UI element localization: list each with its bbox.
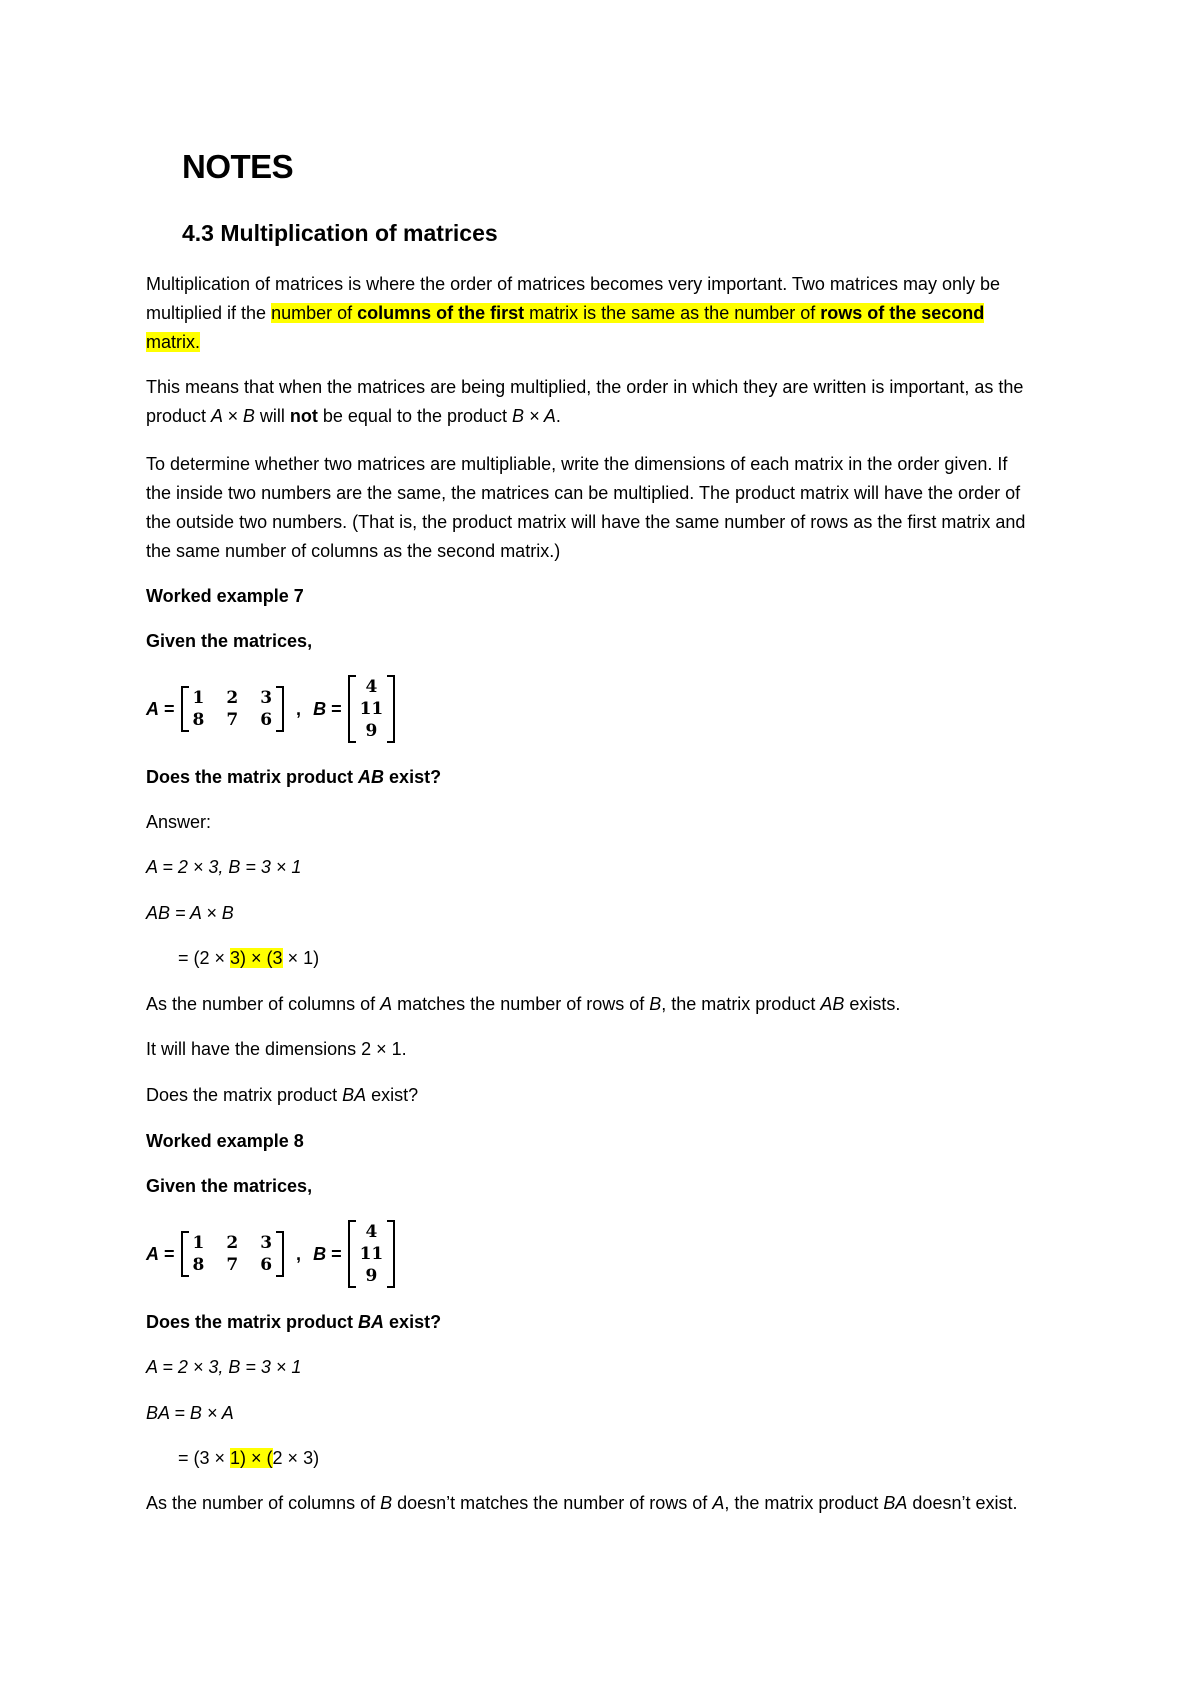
ex8-matrices <box>146 1220 401 1288</box>
ex7-question-text: Does the matrix product <box>146 767 359 787</box>
highlight-rows-second: rows of the second <box>820 303 985 323</box>
paragraph-intro <box>146 270 1026 357</box>
ex7-matrices <box>146 675 401 743</box>
ex8-matrix-a <box>181 1231 285 1277</box>
order-text: This means that when the matrices are being multiplied, the order in which they are written is important, as the product <box>146 377 1024 426</box>
ex8-question-ba: BA <box>358 1312 385 1332</box>
ex7-concl-AB: AB <box>820 994 845 1014</box>
matrix-cell: 7 <box>226 1255 239 1275</box>
ex8-b-equals: = <box>326 1243 342 1264</box>
ex8-matrix-a-label <box>146 1244 175 1265</box>
product-ba: B × A <box>512 406 556 426</box>
ex7-product: AB = A × B <box>146 903 234 923</box>
ex7-a-equals: = <box>159 698 175 719</box>
ex7-concl-d: exists. <box>844 994 901 1014</box>
ex8-matrix-b-label <box>313 1244 342 1265</box>
matrix-cell: 2 <box>226 688 239 708</box>
ex8-conclusion <box>146 1489 1026 1518</box>
ex8-step-a: = (3 × <box>178 1448 231 1468</box>
ex8-a-letter: A <box>146 1243 159 1264</box>
matrix-cell: 3 <box>260 1233 273 1253</box>
ex8-concl-BA: BA <box>883 1493 908 1513</box>
matrix-cell: 6 <box>260 1255 273 1275</box>
ex7-b-letter: B <box>313 698 327 719</box>
ex7-matrix-b-label <box>313 699 342 720</box>
ex8-matrix-b <box>348 1220 396 1288</box>
ex7-concl-A: A <box>380 994 393 1014</box>
highlight-number-of: number of <box>271 303 358 323</box>
ex7-conclusion <box>146 994 900 1015</box>
ex7-matrix-b-cells <box>356 675 388 743</box>
ex7-matrix-a-label <box>146 699 175 720</box>
ex7-ba-q-ba: BA <box>342 1085 367 1105</box>
ex7-step <box>178 948 319 969</box>
ex7-comma: , <box>296 698 302 719</box>
ex8-step <box>178 1448 319 1469</box>
bracket-right <box>387 1220 395 1288</box>
ex7-ba-q-c: exist? <box>366 1085 419 1105</box>
matrix-cell: 1 <box>192 1233 205 1253</box>
product-ab: A × B <box>211 406 255 426</box>
intro-text: Multiplication of matrices is where the order of matrices becomes very important. Two matrices may only be multiplied if the <box>146 274 1000 323</box>
ex8-dimensions: A = 2 × 3, B = 3 × 1 <box>146 1357 302 1377</box>
ex8-given: Given the matrices, <box>146 1176 313 1196</box>
order-text-3: be equal to the product <box>317 406 513 426</box>
bracket-left <box>181 1231 189 1277</box>
matrix-cell: 6 <box>260 710 273 730</box>
ex7-matrix-a <box>181 686 285 732</box>
ex7-concl-a: As the number of columns of <box>146 994 381 1014</box>
ex8-concl-b: doesn’t matches the number of rows of <box>392 1493 713 1513</box>
ex8-concl-d: doesn’t exist. <box>907 1493 1018 1513</box>
ex8-step-highlight: 1) × ( <box>230 1448 273 1468</box>
matrix-cell: 9 <box>365 1266 378 1286</box>
ex7-ba-q-a: Does the matrix product <box>146 1085 343 1105</box>
ex8-product: BA = B × A <box>146 1403 234 1423</box>
ex7-step-a: = (2 × <box>178 948 231 968</box>
ex8-comma: , <box>296 1243 302 1264</box>
ex8-step-b: 2 × 3) <box>272 1448 320 1468</box>
ex7-answer-label: Answer: <box>146 812 212 832</box>
ex8-concl-B: B <box>380 1493 393 1513</box>
ex7-step-highlight: 3) × (3 <box>230 948 283 968</box>
order-period: . <box>555 406 561 426</box>
matrix-cell: 8 <box>192 1255 205 1275</box>
ex7-matrix-a-cells <box>189 686 277 732</box>
section-title: 4.3 Multiplication of matrices <box>182 220 498 246</box>
matrix-cell: 2 <box>226 1233 239 1253</box>
page-heading: NOTES <box>182 148 294 185</box>
bracket-right <box>387 675 395 743</box>
matrix-cell: 4 <box>365 1222 378 1242</box>
bracket-left <box>348 1220 356 1288</box>
matrix-cell: 11 <box>359 1244 384 1264</box>
paragraph-order <box>146 373 1026 431</box>
highlight-matrix: matrix. <box>146 332 200 352</box>
ex8-concl-a: As the number of columns of <box>146 1493 381 1513</box>
bracket-right <box>276 1231 284 1277</box>
ex7-question-ab: AB <box>358 767 385 787</box>
ex7-dimensions: A = 2 × 3, B = 3 × 1 <box>146 857 302 877</box>
bracket-right <box>276 686 284 732</box>
ex7-step-b: × 1) <box>282 948 320 968</box>
highlight-same-as: matrix is the same as the number of <box>524 303 821 323</box>
ex8-question-text: Does the matrix product <box>146 1312 359 1332</box>
ex8-matrix-b-cells <box>356 1220 388 1288</box>
ex7-a-letter: A <box>146 698 159 719</box>
ex7-b-equals: = <box>326 698 342 719</box>
worked-example-7-heading: Worked example 7 <box>146 586 304 606</box>
matrix-cell: 7 <box>226 710 239 730</box>
matrix-cell: 3 <box>260 688 273 708</box>
bracket-left <box>181 686 189 732</box>
matrix-cell: 4 <box>365 677 378 697</box>
ex7-given: Given the matrices, <box>146 631 313 651</box>
ex7-question <box>146 767 441 788</box>
matrix-cell: 11 <box>359 699 384 719</box>
worked-example-8-heading: Worked example 8 <box>146 1131 304 1151</box>
matrix-cell: 1 <box>192 688 205 708</box>
ex8-question-end: exist? <box>384 1312 442 1332</box>
matrix-cell: 8 <box>192 710 205 730</box>
ex7-concl-b: matches the number of rows of <box>392 994 650 1014</box>
ex7-question-end: exist? <box>384 767 442 787</box>
ex8-matrix-a-cells <box>189 1231 277 1277</box>
ex7-concl-c: , the matrix product <box>661 994 821 1014</box>
ex7-dim-line: It will have the dimensions 2 × 1. <box>146 1039 407 1059</box>
order-text-2: will <box>254 406 290 426</box>
highlight-columns-first: columns of the first <box>357 303 525 323</box>
ex7-ba-question <box>146 1085 418 1106</box>
matrix-cell: 9 <box>365 721 378 741</box>
ex7-matrix-b <box>348 675 396 743</box>
paragraph-determine: To determine whether two matrices are multipliable, write the dimensions of each matrix in the order given. If the inside two numbers are the same, the matrices can be multiplied. The product matrix will have the order of the outside two numbers. (That is, the product matrix will have the same number of rows as the first matrix and the same number of columns as the second matrix.) <box>146 454 1026 561</box>
bracket-left <box>348 675 356 743</box>
ex7-concl-B: B <box>649 994 662 1014</box>
ex8-a-equals: = <box>159 1243 175 1264</box>
not-word: not <box>289 406 318 426</box>
ex8-question <box>146 1312 441 1333</box>
ex8-concl-A: A <box>712 1493 725 1513</box>
ex8-concl-c: , the matrix product <box>724 1493 884 1513</box>
ex8-b-letter: B <box>313 1243 327 1264</box>
